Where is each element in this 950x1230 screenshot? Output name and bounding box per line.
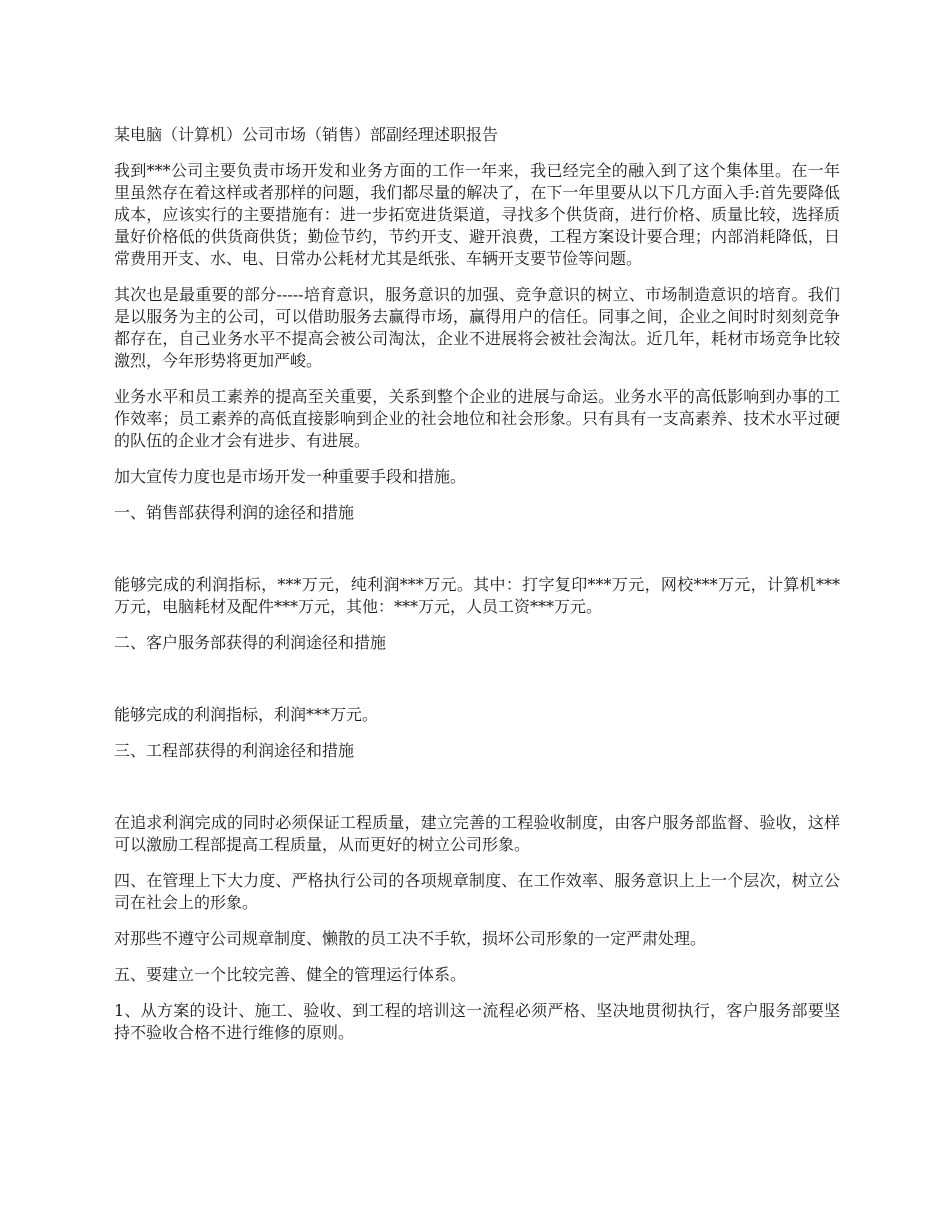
paragraph-process: 1、从方案的设计、施工、验收、到工程的培训这一流程必须严格、坚决地贯彻执行，客户服务部要坚持不验收合格不进行维修的原则。: [114, 1001, 840, 1042]
document-title: 某电脑（计算机）公司市场（销售）部副经理述职报告: [114, 125, 499, 144]
section-heading-engineering: 三、工程部获得的利润途径和措施: [114, 741, 355, 760]
paragraph-staff-quality: 业务水平和员工素养的提高至关重要，关系到整个企业的进展与命运。业务水平的高低影响到办事的工作效率；员工素养的高低直接影响到企业的社会地位和社会形象。只有具有一支高素养、技术水平过硬的队伍的企业才会有进步、有进展。: [114, 387, 840, 450]
paragraph-service-awareness: 其次也是最重要的部分-----培育意识，服务意识的加强、竞争意识的树立、市场制造意识的培育。我们是以服务为主的公司，可以借助服务去赢得市场，赢得用户的信任。同事之间，企业之间时时刻刻竞争都存在，自己业务水平不提高会被公司淘汰，企业不进展将会被社会淘汰。近几年，耗材市场竞争比较激烈，今年形势将更加严峻。: [114, 285, 840, 370]
document-body: [114, 124, 840, 1058]
section-heading-customer-service: 二、客户服务部获得的利润途径和措施: [114, 633, 387, 652]
section-heading-sales: 一、销售部获得利润的途径和措施: [114, 503, 355, 522]
section-heading-management: 四、在管理上下大力度、严格执行公司的各项规章制度、在工作效率、服务意识上上一个层次，树立公司在社会上的形象。: [114, 871, 840, 912]
paragraph-publicity: 加大宣传力度也是市场开发一种重要手段和措施。: [114, 467, 467, 486]
paragraph-discipline: 对那些不遵守公司规章制度、懒散的员工决不手软，损坏公司形象的一定严肃处理。: [114, 929, 707, 948]
spacer: [114, 776, 840, 812]
spacer: [114, 538, 840, 574]
spacer: [114, 668, 840, 704]
section-heading-operating-system: 五、要建立一个比较完善、健全的管理运行体系。: [114, 965, 467, 984]
paragraph-engineering-quality: 在追求利润完成的同时必须保证工程质量，建立完善的工程验收制度，由客户服务部监督、验收，这样可以激励工程部提高工程质量，从而更好的树立公司形象。: [114, 813, 840, 854]
paragraph-cost-reduction: 我到***公司主要负责市场开发和业务方面的工作一年来，我已经完全的融入到了这个集体里。在一年里虽然存在着这样或者那样的问题，我们都尽量的解决了，在下一年里要从以下几方面入手:首先要降低成本，应该实行的主要措施有：进一步拓宽进货渠道，寻找多个供货商，进行价格、质量比较，选择质量好价格低的供货商供货；勤俭节约，节约开支、避开浪费，工程方案设计要合理；内部消耗降低，日常费用开支、水、电、日常办公耗材尤其是纸张、车辆开支要节俭等问题。: [114, 161, 840, 268]
paragraph-sales-profit: 能够完成的利润指标，***万元，纯利润***万元。其中：打字复印***万元，网校***万元，计算机***万元，电脑耗材及配件***万元，其他：***万元，人员工资***万元。: [114, 575, 840, 616]
paragraph-customer-service-profit: 能够完成的利润指标，利润***万元。: [114, 705, 379, 724]
